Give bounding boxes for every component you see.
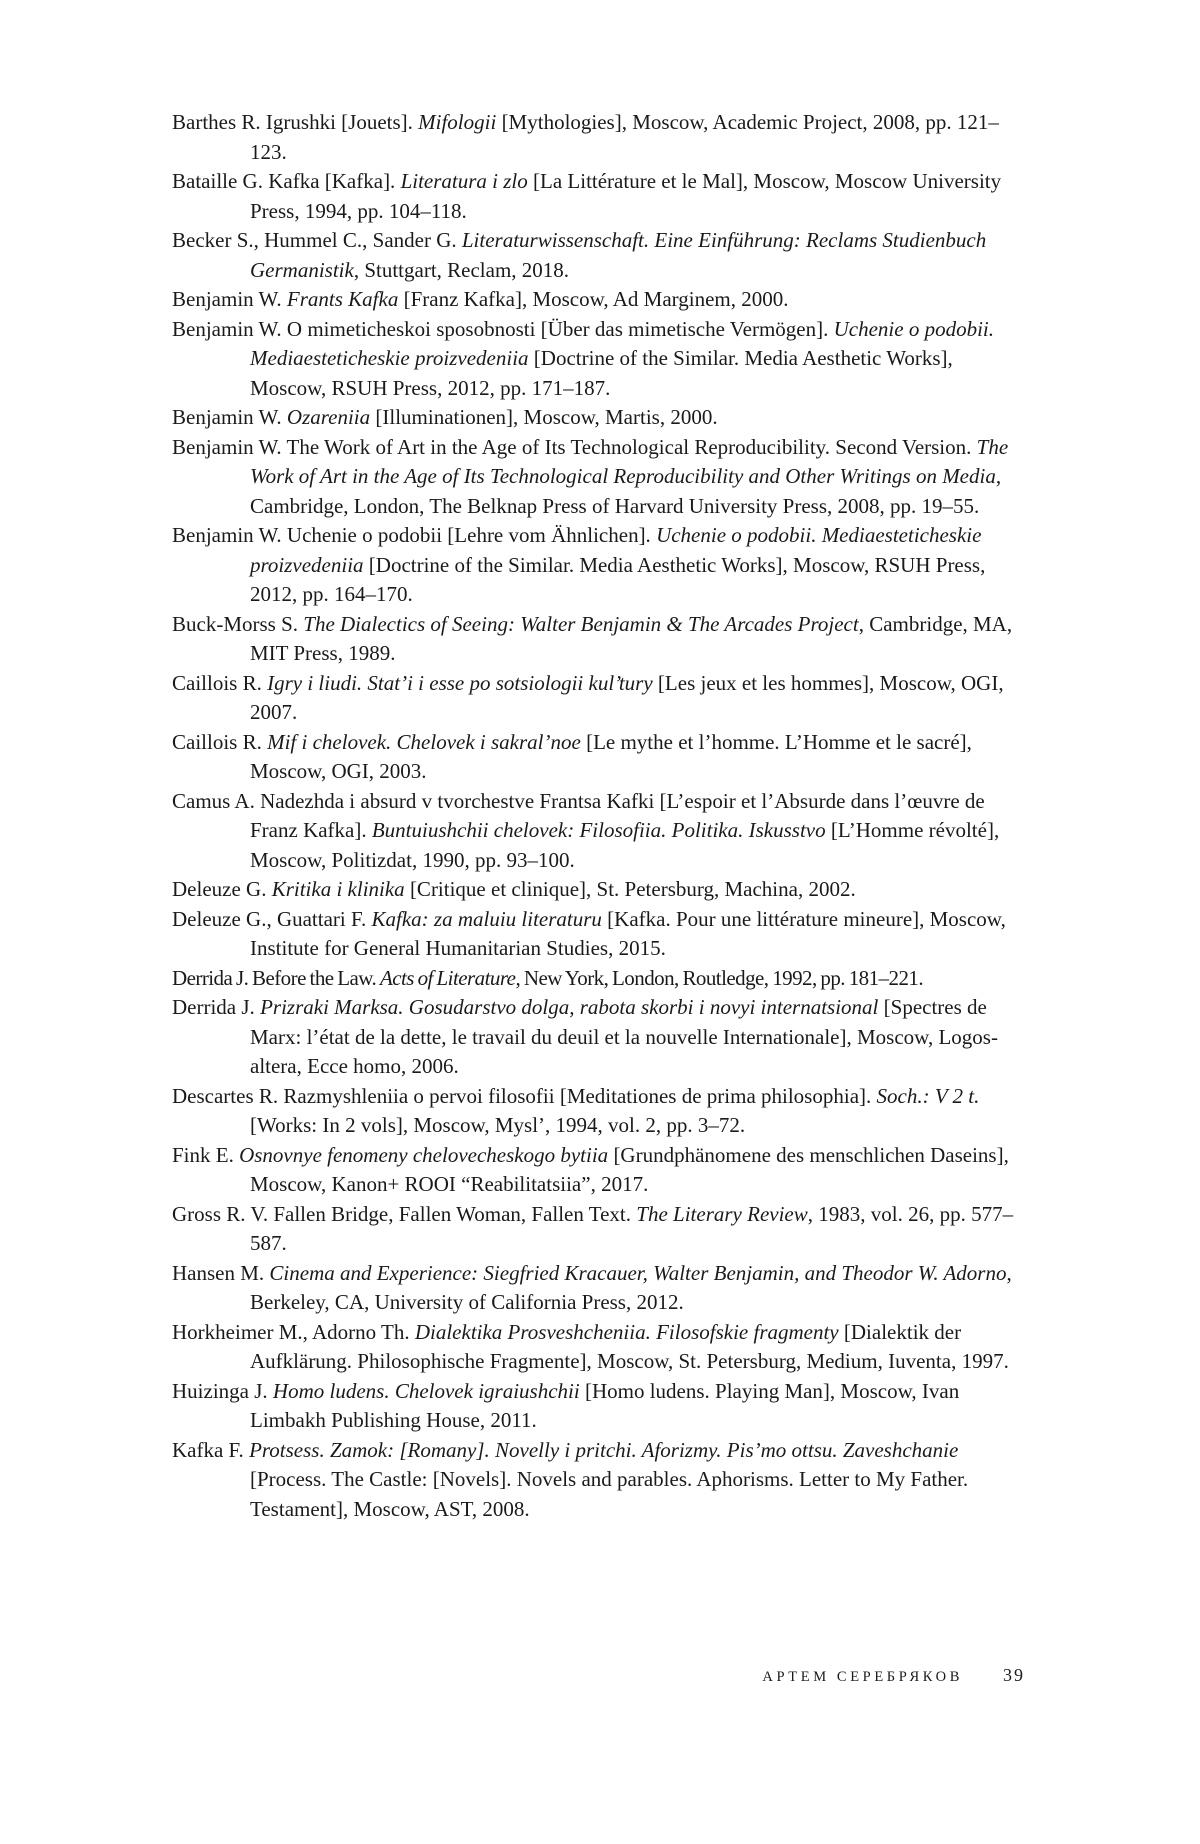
work-title: Soch.: V 2 t. — [876, 1083, 980, 1108]
work-title: Uchenie o podobii. Mediaesteticheskie proizvedeniia — [250, 523, 982, 577]
work-title: Osnovnye fenomeny chelovecheskogo bytiia — [239, 1142, 609, 1167]
work-title: Literatura i zlo — [400, 169, 528, 193]
bibliography-entry: Gross R. V. Fallen Bridge, Fallen Woman, Fallen Text. The Literary Review, 1983, vol. 26, pp. 577–587. — [172, 1201, 1014, 1255]
work-title: Kritika i klinika — [271, 877, 405, 901]
work-title: Prizraki Marksa. Gosudarstvo dolga, rabota skorbi i novyi internatsional — [260, 995, 879, 1019]
bibliography-entry: Deleuze G. Kritika i klinika [Critique et clinique], St. Petersburg, Machina, 2002. — [172, 877, 856, 901]
bibliography-entry: Kafka F. Protsess. Zamok: [Romany]. Novelly i pritchi. Aforizmy. Pis’mo ottsu. Zaveshchanie [Process. The Castle: [Novels]. Novels and parables. Aphorisms. Letter to My Father. Testament], Moscow, AST, 2008. — [172, 1437, 969, 1521]
bibliography-entry: Benjamin W. The Work of Art in the Age of Its Technological Reproducibility. Second Version. The Work of Art in the Age of Its Technological Reproducibility and Other Writings on Media, Cambridge, London, The Belknap Press of Harvard University Press, 2008, pp. 19–55. — [172, 434, 1009, 518]
bibliography-entry: Deleuze G., Guattari F. Kafka: za maluiu literaturu [Kafka. Pour une littérature mineure], Moscow, Institute for General Humanitarian Studies, 2015. — [172, 906, 1006, 960]
bibliography-entry: Descartes R. Razmyshleniia o pervoi filosofii [Meditationes de prima philosophia]. Soch.: V 2 t. [Works: In 2 vols], Moscow, Mysl’, 1994, vol. 2, pp. 3–72. — [172, 1083, 980, 1137]
page-footer — [762, 1665, 1025, 1695]
work-title: Cinema and Experience: Siegfried Kracauer, Walter Benjamin, and Theodor W. Adorno — [269, 1260, 1007, 1285]
running-head: АРТЕМ СЕРЕБРЯКОВ — [762, 1669, 963, 1685]
bibliography-entry: Barthes R. Igrushki [Jouets]. Mifologii [Mythologies], Moscow, Academic Project, 2008, pp. 121–123. — [172, 110, 999, 164]
bibliography-entry: Becker S., Hummel C., Sander G. Literaturwissenschaft. Eine Einführung: Reclams Studienbuch Germanistik, Stuttgart, Reclam, 2018. — [172, 228, 987, 282]
bibliography-entry: Fink E. Osnovnye fenomeny chelovecheskogo bytiia [Grundphänomene des menschlichen Daseins], Moscow, Kanon+ ROOI “Reabilitatsiia”, 2017. — [172, 1142, 1009, 1196]
bibliography-entry: Buck-Morss S. The Dialectics of Seeing: Walter Benjamin & The Arcades Project, Cambridge, MA, MIT Press, 1989. — [172, 611, 1013, 665]
page-number: 39 — [1003, 1665, 1025, 1685]
bibliography-entry: Huizinga J. Homo ludens. Chelovek igraiushchii [Homo ludens. Playing Man], Moscow, Ivan Limbakh Publishing House, 2011. — [172, 1378, 960, 1432]
bibliography-entry: Caillois R. Mif i chelovek. Chelovek i sakral’noe [Le mythe et l’homme. L’Homme et le sacré], Moscow, OGI, 2003. — [172, 729, 972, 783]
work-title: Ozareniia — [286, 405, 371, 429]
bibliography-entry: Caillois R. Igry i liudi. Stat’i i esse po sotsiologii kul’tury [Les jeux et les hommes], Moscow, OGI, 2007. — [172, 670, 1004, 724]
bibliography-entry: Benjamin W. Uchenie o podobii [Lehre vom Ähnlichen]. Uchenie o podobii. Mediaesteticheskie proizvedeniia [Doctrine of the Similar. Media Aesthetic Works], Moscow, RSUH Press, 2012, pp. 164–170. — [172, 523, 986, 606]
work-title: The Work of Art in the Age of Its Technological Reproducibility and Other Writings on Media — [250, 434, 1009, 488]
bibliography-entry: Horkheimer M., Adorno Th. Dialektika Prosveshcheniia. Filosofskie fragmenty [Dialektik der Aufklärung. Philosophische Fragmente], Moscow, St. Petersburg, Medium, Iuventa, 1997. — [172, 1319, 1009, 1373]
work-title: Protsess. Zamok: [Romany]. Novelly i pritchi. Aforizmy. Pis’mo ottsu. Zaveshchanie — [249, 1437, 959, 1462]
work-title: Mif i chelovek. Chelovek i sakral’noe — [267, 729, 581, 754]
work-title: Dialektika Prosveshcheniia. Filosofskie fragmenty — [414, 1319, 839, 1344]
work-title: The Dialectics of Seeing: Walter Benjamin & The Arcades Project — [303, 611, 859, 636]
work-title: Acts of Literature — [379, 965, 516, 990]
work-title: Buntuiushchii chelovek: Filosofiia. Politika. Iskusstvo — [371, 818, 826, 842]
bibliography-entry: Bataille G. Kafka [Kafka]. Literatura i zlo [La Littérature et le Mal], Moscow, Moscow University Press, 1994, pp. 104–118. — [172, 169, 1002, 223]
work-title: Uchenie o podobii. Mediaesteticheskie proizvedeniia — [250, 316, 994, 370]
bibliography-entry: Benjamin W. O mimeticheskoi sposobnosti [Über das mimetische Vermögen]. Uchenie o podobii. Mediaesteticheskie proizvedeniia [Doctrine of the Similar. Media Aesthetic Works], Moscow, RSUH Press, 2012, pp. 171–187. — [172, 316, 994, 400]
work-title: Mifologii — [418, 110, 497, 134]
work-title: Literaturwissenschaft. Eine Einführung: Reclams Studienbuch Germanistik — [250, 228, 987, 282]
work-title: Frants Kafka — [286, 287, 399, 311]
bibliography-entry: Camus A. Nadezhda i absurd v tvorchestve Frantsa Kafki [L’espoir et l’Absurde dans l’œuvre de Franz Kafka]. Buntuiushchii chelovek: Filosofiia. Politika. Iskusstvo [L’Homme révolté], Moscow, Politizdat, 1990, pp. 93–100. — [172, 788, 1000, 872]
work-title: Igry i liudi. Stat’i i esse po sotsiologii kul’tury — [267, 670, 653, 695]
bibliography-entry: Benjamin W. Frants Kafka [Franz Kafka], Moscow, Ad Marginem, 2000. — [172, 287, 789, 311]
work-title: The Literary Review — [636, 1201, 808, 1226]
work-title: Homo ludens. Chelovek igraiushchii — [272, 1378, 580, 1403]
work-title: Kafka: za maluiu literaturu — [371, 906, 602, 931]
bibliography-entry: Benjamin W. Ozareniia [Illuminationen], Moscow, Martis, 2000. — [172, 405, 718, 429]
bibliography-list — [172, 108, 1024, 1524]
bibliography-entry: Derrida J. Before the Law. Acts of Literature, New York, London, Routledge, 1992, pp. 181–221. — [172, 965, 924, 990]
bibliography-entry: Hansen M. Cinema and Experience: Siegfried Kracauer, Walter Benjamin, and Theodor W. Adorno, Berkeley, CA, University of California Press, 2012. — [172, 1260, 1012, 1314]
bibliography-entry: Derrida J. Prizraki Marksa. Gosudarstvo dolga, rabota skorbi i novyi internatsional [Spectres de Marx: l’état de la dette, le travail du deuil et la nouvelle Internationale], Moscow, Logos-altera, Ecce homo, 2006. — [172, 995, 998, 1078]
